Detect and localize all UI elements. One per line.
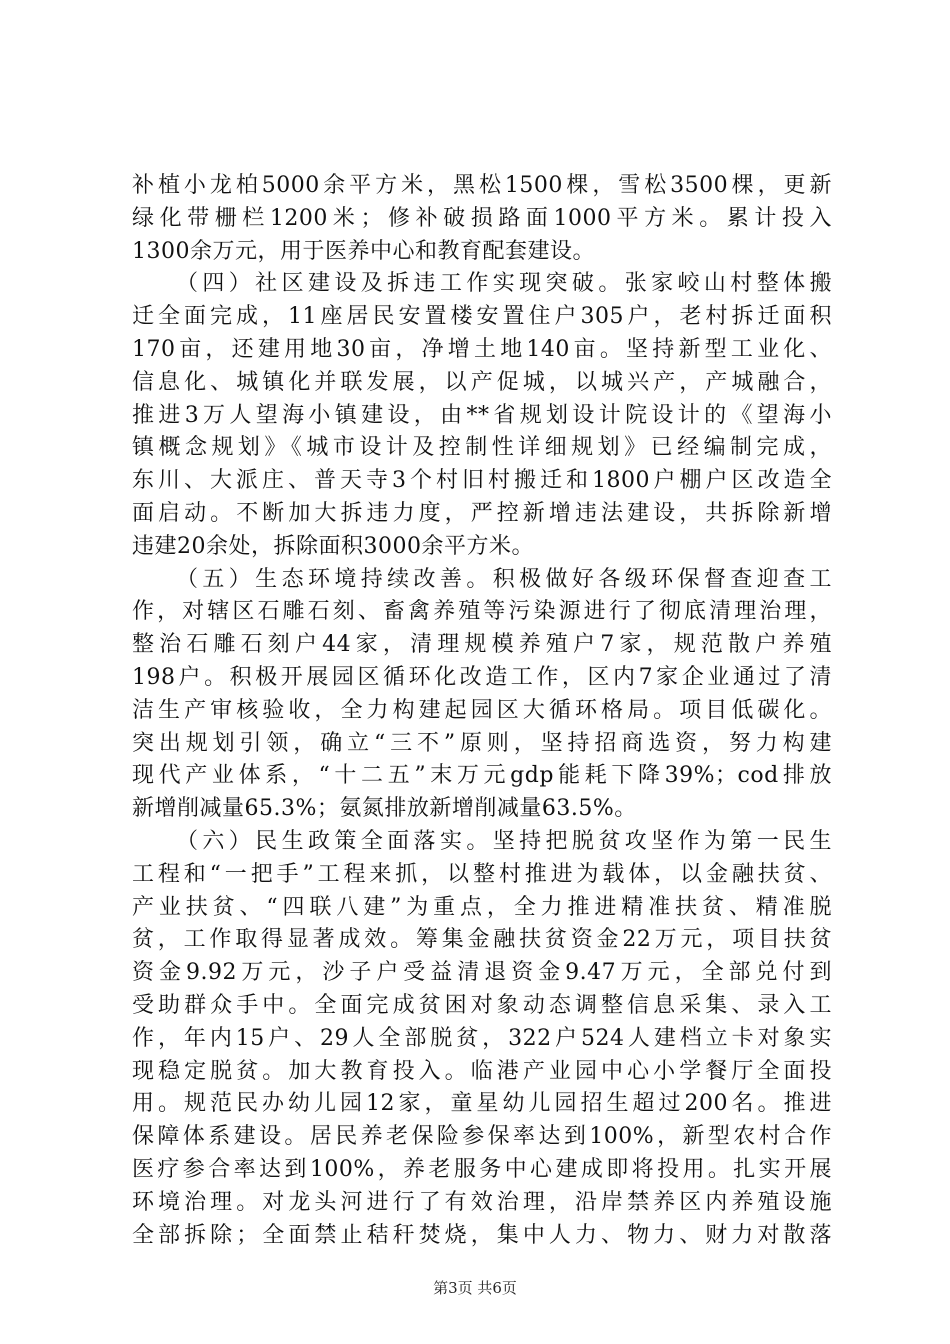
text-line: 全部拆除；全面禁止秸秆焚烧，集中人力、物力、财力对散落 (132, 1222, 832, 1248)
text-line: 产业扶贫、“四联八建”为重点，全力推进精准扶贫、精准脱 (132, 894, 832, 920)
text-line: （六）民生政策全面落实。坚持把脱贫攻坚作为第一民生 (176, 828, 832, 854)
text-line: 迁全面完成，11座居民安置楼安置住户305户，老村拆迁面积 (132, 304, 832, 330)
text-line: 绿化带栅栏1200米；修补破损路面1000平方米。累计投入 (132, 205, 832, 231)
text-line: 整治石雕石刻户44家，清理规模养殖户7家，规范散户养殖 (132, 632, 832, 658)
page-footer: 第3页 共6页 (433, 1279, 517, 1297)
text-line: （五）生态环境持续改善。积极做好各级环保督查迎查工 (176, 566, 832, 592)
text-line: 作，对辖区石雕石刻、畜禽养殖等污染源进行了彻底清理治理， (132, 599, 832, 625)
text-line: 贫，工作取得显著成效。筹集金融扶贫资金22万元，项目扶贫 (132, 927, 832, 953)
text-line: 资金9.92万元，沙子户受益清退资金9.47万元，全部兑付到 (132, 960, 832, 986)
text-line: （四）社区建设及拆违工作实现突破。张家峧山村整体搬 (176, 271, 832, 297)
text-line: 1300余万元，用于医养中心和教育配套建设。 (132, 238, 595, 264)
text-line: 保障体系建设。居民养老保险参保率达到100%，新型农村合作 (132, 1124, 832, 1150)
text-line: 170亩，还建用地30亩，净增土地140亩。坚持新型工业化、 (132, 336, 832, 362)
text-line: 洁生产审核验收，全力构建起园区大循环格局。项目低碳化。 (132, 697, 832, 723)
text-line: 面启动。不断加大拆违力度，严控新增违法建设，共拆除新增 (132, 500, 832, 526)
text-line: 新增削减量65.3%；氨氮排放新增削减量63.5%。 (132, 796, 637, 822)
text-line: 信息化、城镇化并联发展，以产促城，以城兴产，产城融合， (132, 369, 832, 395)
text-line: 突出规划引领，确立“三不”原则，坚持招商选资，努力构建 (132, 730, 832, 756)
text-line: 医疗参合率达到100%，养老服务中心建成即将投用。扎实开展 (132, 1156, 832, 1182)
text-line: 198户。积极开展园区循环化改造工作，区内7家企业通过了清 (132, 664, 832, 690)
text-line: 补植小龙柏5000余平方米，黑松1500棵，雪松3500棵，更新 (132, 173, 832, 198)
document-body (132, 170, 832, 1252)
text-line: 用。规范民办幼儿园12家，童星幼儿园招生超过200名。推进 (132, 1091, 832, 1117)
text-line: 现稳定脱贫。加大教育投入。临港产业园中心小学餐厅全面投 (132, 1058, 832, 1084)
text-line: 推进3万人望海小镇建设，由**省规划设计院设计的《望海小 (132, 402, 832, 428)
text-line: 东川、大派庄、普天寺3个村旧村搬迁和1800户棚户区改造全 (132, 468, 832, 494)
text-line: 作，年内15户、29人全部脱贫，322户524人建档立卡对象实 (132, 1025, 832, 1051)
text-line: 镇概念规划》《城市设计及控制性详细规划》已经编制完成， (132, 435, 832, 461)
text-line: 违建20余处，拆除面积3000余平方米。 (132, 533, 534, 559)
text-line: 受助群众手中。全面完成贫困对象动态调整信息采集、录入工 (132, 992, 832, 1018)
text-line: 工程和“一把手”工程来抓，以整村推进为载体，以金融扶贫、 (132, 861, 832, 887)
text-line: 环境治理。对龙头河进行了有效治理，沿岸禁养区内养殖设施 (132, 1189, 832, 1215)
text-line: 现代产业体系，“十二五”末万元gdp能耗下降39%；cod排放 (132, 763, 832, 789)
